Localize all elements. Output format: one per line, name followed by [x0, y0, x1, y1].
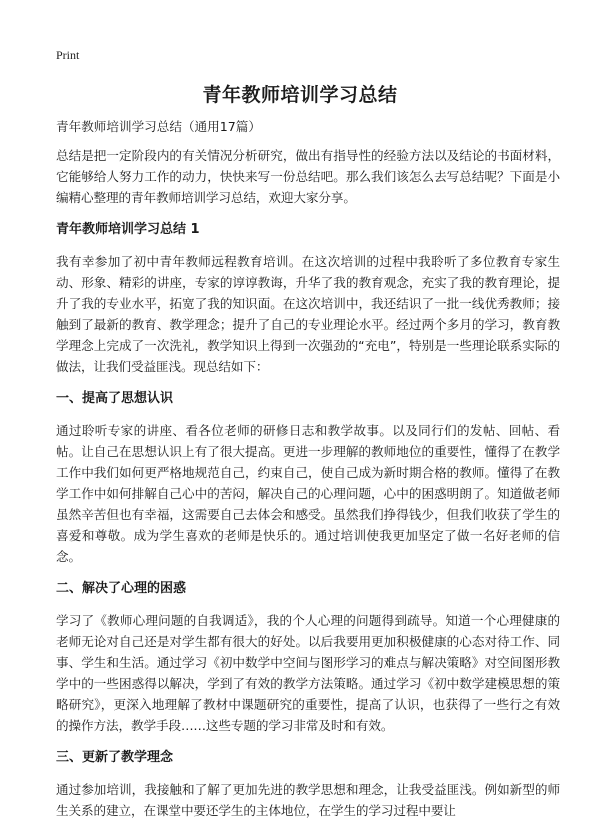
- print-link[interactable]: Print: [56, 48, 80, 62]
- section-paragraph: 学习了《教师心理问题的自我调适》，我的个人心理的问题得到疏导。知道一个心理健康的老师无论对自己还是对学生都有很大的好处。以后我要用更加积极健康的心态对待工作、同事、学生和生活。通过学习《初中数学中空间与图形学习的难点与解决策略》对空间图形教学中的一些困惑得以解决，学到了有效的教学方法策略。通过学习《初中数学建模思想的策略研究》，更深入地理解了教材中课题研究的重要性，提高了认识，也获得了一些行之有效的操作方法，教学手段……这些专题的学习非常及时和有效。: [56, 613, 560, 733]
- intro-paragraph: 总结是把一定阶段内的有关情况分析研究，做出有指导性的经验方法以及结论的书面材料，它能够给人努力工作的动力，快快来写一份总结吧。那么我们该怎么去写总结呢？下面是小编精心整理的青年教师培训学习总结，欢迎大家分享。: [56, 148, 560, 205]
- article-intro-paragraph: 我有幸参加了初中青年教师远程教育培训。在这次培训的过程中我聆听了多位教育专家生动、形象、精彩的讲座，专家的谆谆教诲，升华了我的教育观念，充实了我的教育理论，提升了我的专业水平，拓宽了我的知识面。在这次培训中，我还结识了一批一线优秀教师；接触到了最新的教育、教学理念；提升了自己的专业理论水平。经过两个多月的学习，教育教学理念上完成了一次洗礼，教学知识上得到一次强劲的“充电”，特别是一些理论联系实际的做法，让我们受益匪浅。现总结如下：: [56, 254, 560, 374]
- document-subtitle: 青年教师培训学习总结（通用17篇）: [56, 119, 261, 134]
- section-heading: 一、提高了思想认识: [56, 391, 174, 406]
- article-heading: 青年教师培训学习总结 1: [56, 222, 200, 237]
- section-paragraph: 通过参加培训，我接触和了解了更加先进的教学思想和理念，让我受益匪浅。例如新型的师生关系的建立，在课堂中要还学生的主体地位，在学生的学习过程中要让: [56, 782, 560, 818]
- section-paragraph: 通过聆听专家的讲座、看各位老师的研修日志和教学故事。以及同行们的发帖、回帖、看帖。让自己在思想认识上有了很大提高。更进一步理解的教师地位的重要性，懂得了在教学工作中我们如何更严格地规范自己，约束自己，使自己成为新时期合格的教师。懂得了在教学工作中如何排解自己心中的苦闷，解决自己的心理问题，心中的困惑明朗了。知道做老师虽然辛苦但也有幸福，这需要自己去体会和感受。虽然我们挣得钱少，但我们收获了学生的喜爱和尊敬。成为学生喜欢的老师是快乐的。通过培训使我更加坚定了做一名好老师的信念。: [56, 423, 560, 564]
- page-title: 青年教师培训学习总结: [202, 84, 398, 106]
- document-body: [56, 116, 560, 832]
- section-heading: 二、解决了心理的困惑: [56, 581, 187, 596]
- section-heading: 三、更新了教学理念: [56, 750, 174, 765]
